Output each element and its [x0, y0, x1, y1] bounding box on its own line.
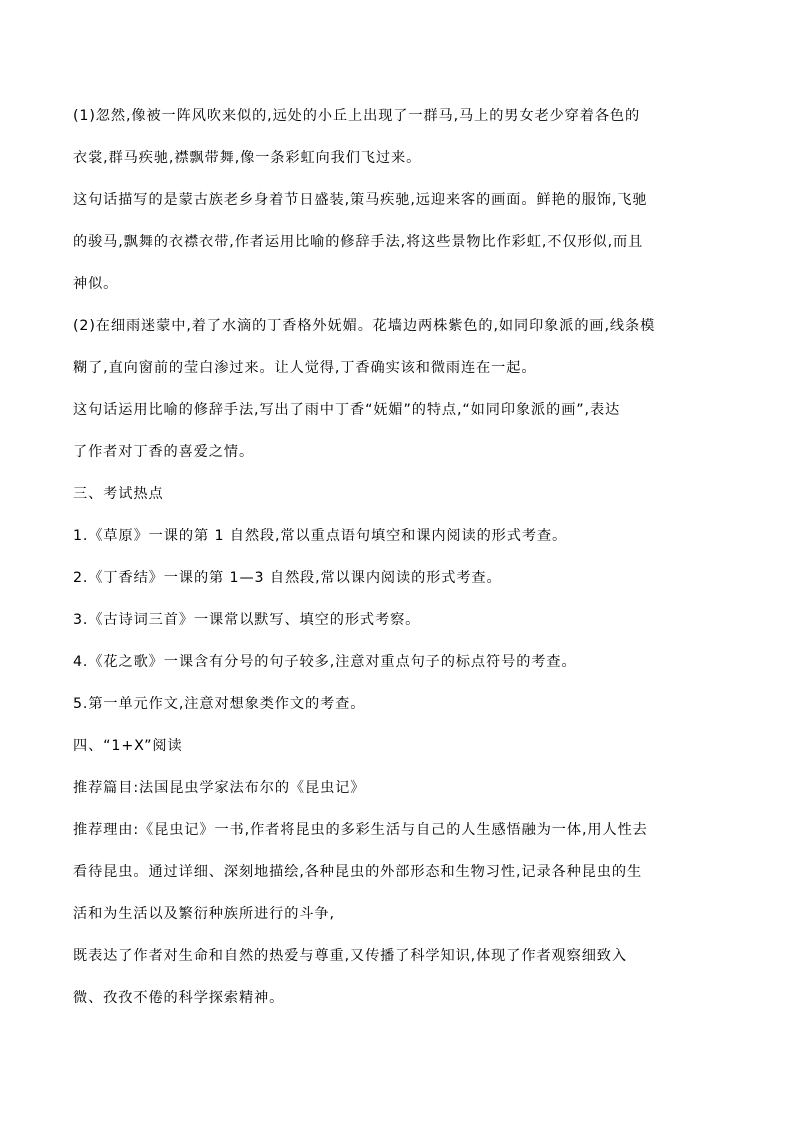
list-item: 4.《花之歌》一课含有分号的句子较多,注意对重点句子的标点符号的考查。 — [73, 654, 577, 670]
paragraph-line: 看待昆虫。通过详细、深刻地描绘,各种昆虫的外部形态和生物习性,记录各种昆虫的生 — [73, 864, 643, 880]
paragraph-line: 的骏马,飘舞的衣襟衣带,作者运用比喻的修辞手法,将这些景物比作彩虹,不仅形似,而且 — [73, 234, 644, 250]
list-item: 5.第一单元作文,注意对想象类作文的考查。 — [73, 696, 366, 712]
list-item: 1.《草原》一课的第 1 自然段,常以重点语句填空和课内阅读的形式考查。 — [73, 528, 568, 544]
paragraph-line: 微、孜孜不倦的科学探索精神。 — [73, 990, 285, 1006]
section-heading: 三、考试热点 — [73, 486, 164, 502]
paragraph-line: 这句话运用比喻的修辞手法,写出了雨中丁香“妩媚”的特点,“如同印象派的画”,表达 — [73, 402, 621, 418]
paragraph-line: 活和为生活以及繁衍种族所进行的斗争, — [73, 906, 335, 922]
paragraph-line: 推荐理由:《昆虫记》一书,作者将昆虫的多彩生活与自己的人生感悟融为一体,用人性去 — [73, 822, 648, 838]
paragraph-line: 这句话描写的是蒙古族老乡身着节日盛装,策马疾驰,远迎来客的画面。鲜艳的服饰,飞驰 — [73, 192, 648, 208]
section-heading: 四、“1+X”阅读 — [73, 738, 183, 754]
paragraph-line: 神似。 — [73, 276, 119, 292]
paragraph-line: 糊了,直向窗前的莹白渗过来。让人觉得,丁香确实该和微雨连在一起。 — [73, 360, 537, 376]
paragraph-line: 推荐篇目:法国昆虫学家法布尔的《昆虫记》 — [73, 780, 366, 796]
paragraph-line: 了作者对丁香的喜爱之情。 — [73, 444, 255, 460]
paragraph-line: 衣裳,群马疾驰,襟飘带舞,像一条彩虹向我们飞过来。 — [73, 150, 422, 166]
paragraph-line: (2)在细雨迷蒙中,着了水滴的丁香格外妩媚。花墙边两株紫色的,如同印象派的画,线条模 — [73, 318, 656, 334]
paragraph-line: (1)忽然,像被一阵风吹来似的,远处的小丘上出现了一群马,马上的男女老少穿着各色的 — [73, 108, 641, 124]
paragraph-line: 既表达了作者对生命和自然的热爱与尊重,又传播了科学知识,体现了作者观察细致入 — [73, 948, 627, 964]
list-item: 2.《丁香结》一课的第 1—3 自然段,常以课内阅读的形式考查。 — [73, 570, 502, 586]
list-item: 3.《古诗词三首》一课常以默写、填空的形式考察。 — [73, 612, 421, 628]
